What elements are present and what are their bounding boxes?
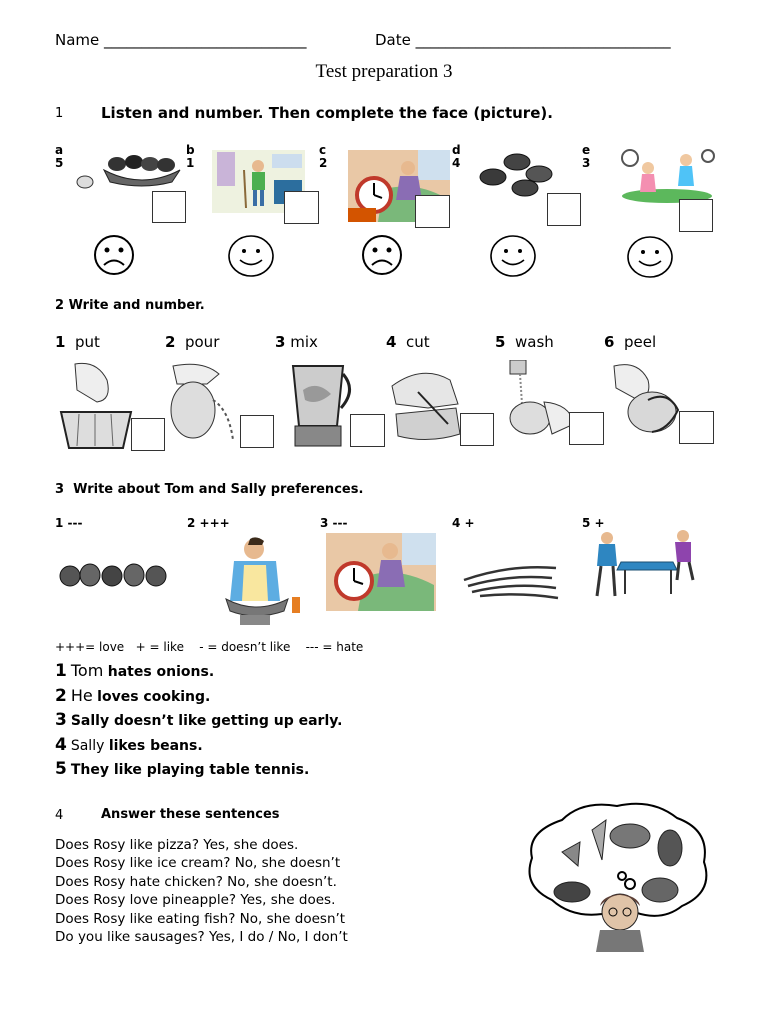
happy-face-icon[interactable] — [227, 234, 275, 278]
pref-label-4: 4 + — [452, 516, 475, 530]
item-e-label: e 3 — [582, 143, 591, 170]
date-line — [375, 31, 671, 49]
mix-picture — [277, 360, 359, 448]
sentence-1: 1 Tom hates onions. — [55, 661, 215, 681]
answer-box-d[interactable] — [547, 193, 581, 226]
sentence-3: 3 Sally doesn’t like getting up early. — [55, 710, 343, 730]
sentence-4: 4 Sally likes beans. — [55, 735, 203, 755]
peel-picture — [608, 360, 686, 444]
nuts-bowl-picture — [72, 150, 184, 195]
happy-face-icon[interactable] — [626, 235, 674, 279]
verb-item-1: 1 put — [55, 333, 100, 351]
pref-label-1: 1 --- — [55, 516, 83, 530]
sentence-5: 5 They like playing table tennis. — [55, 759, 310, 779]
pref-label-3: 3 --- — [320, 516, 348, 530]
answer-box-a[interactable] — [152, 191, 186, 223]
section3-heading: 3 Write about Tom and Sally preferences. — [55, 482, 364, 497]
answer-box-peel[interactable] — [679, 411, 714, 444]
answer-line-2: Does Rosy like ice cream? No, she doesn’t — [55, 855, 341, 871]
verb-item-4: 4 cut — [386, 333, 430, 351]
tennis-kids-picture — [618, 148, 716, 203]
wash-picture — [500, 360, 578, 444]
answer-box-pour[interactable] — [240, 415, 274, 448]
item-c-label: c 2 — [319, 143, 328, 170]
verb-item-3: 3 mix — [275, 333, 318, 351]
sentence-2: 2 He loves cooking. — [55, 686, 211, 706]
answer-line-4: Does Rosy love pineapple? Yes, she does. — [55, 892, 336, 908]
green-beans-picture — [460, 556, 560, 602]
onions-picture — [58, 560, 168, 590]
answer-box-e[interactable] — [679, 199, 713, 232]
cut-picture — [388, 364, 468, 444]
answer-box-mix[interactable] — [350, 414, 385, 447]
put-picture — [57, 360, 137, 450]
section2-instruction: 2 Write and number. — [55, 298, 205, 313]
answer-box-put[interactable] — [131, 418, 165, 451]
rosy-thought-bubble-picture — [522, 800, 712, 952]
item-d-label: d 4 — [452, 143, 461, 170]
item-a-label: a 5 — [55, 143, 64, 170]
sad-face-icon[interactable] — [92, 234, 136, 276]
answer-line-6: Do you like sausages? Yes, I do / No, I don’t — [55, 929, 348, 945]
pref-label-5: 5 + — [582, 516, 605, 530]
pref-label-2: 2 +++ — [187, 516, 230, 530]
answer-line-5: Does Rosy like eating fish? No, she doesn’t — [55, 911, 346, 927]
name-label: Name — [55, 31, 100, 49]
section1-instruction: Listen and number. Then complete the face (picture). — [101, 104, 553, 122]
date-blank[interactable]: __________________________________ — [415, 31, 671, 49]
answer-box-wash[interactable] — [569, 412, 604, 445]
answer-line-1: Does Rosy like pizza? Yes, she does. — [55, 837, 299, 853]
answer-box-b[interactable] — [284, 191, 319, 224]
section4-instruction: Answer these sentences — [101, 807, 280, 822]
happy-face-icon[interactable] — [489, 234, 537, 278]
verb-item-5: 5 wash — [495, 333, 554, 351]
date-label: Date — [375, 31, 411, 49]
section1-number: 1 — [55, 106, 64, 121]
alarm-clock-girl-picture-2 — [326, 533, 436, 611]
preference-legend: +++= love + = like - = doesn’t like --- = hate — [55, 640, 364, 654]
man-cooking-picture — [210, 535, 310, 630]
section4-number: 4 — [55, 808, 64, 823]
item-b-label: b 1 — [186, 143, 195, 170]
verb-item-2: 2 pour — [165, 333, 220, 351]
verb-item-6: 6 peel — [604, 333, 657, 351]
name-line — [55, 31, 307, 49]
pour-picture — [167, 360, 242, 445]
table-tennis-picture — [583, 530, 723, 602]
sad-face-icon[interactable] — [360, 234, 404, 276]
name-blank[interactable]: ___________________________ — [104, 31, 307, 49]
olives-picture — [477, 152, 557, 202]
answer-box-cut[interactable] — [460, 413, 494, 446]
page-title: Test preparation 3 — [315, 61, 453, 82]
answer-box-c[interactable] — [415, 195, 450, 228]
answer-line-3: Does Rosy hate chicken? No, she doesn’t. — [55, 874, 337, 890]
